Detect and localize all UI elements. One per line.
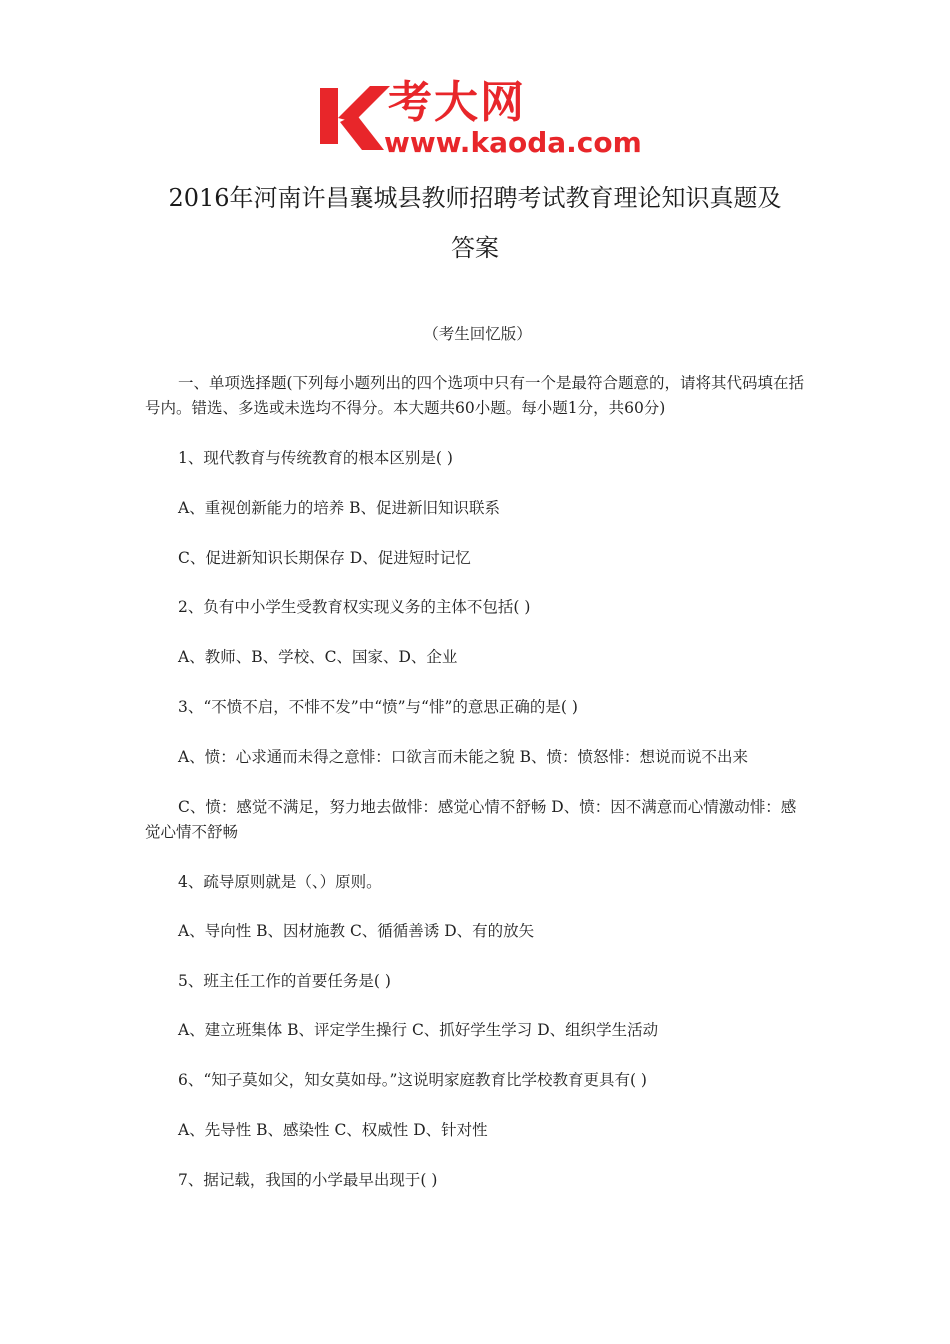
question-3-option-line-2: C、愤：感觉不满足，努力地去做悱：感觉心情不舒畅 D、愤：因不满意而心情激动悱：感觉心情不舒畅 [145, 798, 797, 841]
question-3-option-line-1: A、愤：心求通而未得之意悱：口欲言而未能之貌 B、愤：愤怒悱：想说而说不出来 [178, 748, 749, 766]
question-1-option-line-1: A、重视创新能力的培养 B、促进新旧知识联系 [178, 499, 501, 517]
document-title-line-1: 2016年河南许昌襄城县教师招聘考试教育理论知识真题及 [168, 184, 782, 212]
question-3: 3、“不愤不启，不悱不发”中“愤”与“悱”的意思正确的是( ) [178, 698, 578, 716]
document-subtitle: （考生回忆版） [423, 325, 532, 343]
question-2: 2、负有中小学生受教育权实现义务的主体不包括( ) [178, 598, 531, 616]
question-6-option-line-1: A、先导性 B、感染性 C、权威性 D、针对性 [178, 1121, 488, 1139]
question-4-option-line-1: A、导向性 B、因材施教 C、循循善诱 D、有的放矢 [178, 922, 535, 940]
question-2-option-line-1: A、教师、B、学校、C、国家、D、企业 [178, 648, 458, 666]
document-title-line-2: 答案 [451, 234, 499, 262]
question-1: 1、现代教育与传统教育的根本区别是( ) [178, 449, 453, 467]
kaoda-k-logo-icon [318, 84, 390, 152]
logo-url: www.kaoda.com [384, 126, 642, 159]
question-4: 4、疏导原则就是（、）原则。 [178, 873, 382, 891]
kaoda-logo [318, 77, 642, 162]
section-intro: 一、单项选择题(下列每小题列出的四个选项中只有一个是最符合题意的，请将其代码填在括号内。错选、多选或未选均不得分。本大题共60小题。每小题1分，共60分) [145, 374, 805, 417]
logo-brand-name: 考大网 [388, 77, 526, 128]
question-7: 7、据记载，我国的小学最早出现于( ) [178, 1171, 438, 1189]
question-1-option-line-2: C、促进新知识长期保存 D、促进短时记忆 [178, 549, 471, 567]
question-5: 5、班主任工作的首要任务是( ) [178, 972, 391, 990]
question-6: 6、“知子莫如父，知女莫如母。”这说明家庭教育比学校教育更具有( ) [178, 1071, 647, 1089]
question-5-option-line-1: A、建立班集体 B、评定学生操行 C、抓好学生学习 D、组织学生活动 [178, 1021, 659, 1039]
